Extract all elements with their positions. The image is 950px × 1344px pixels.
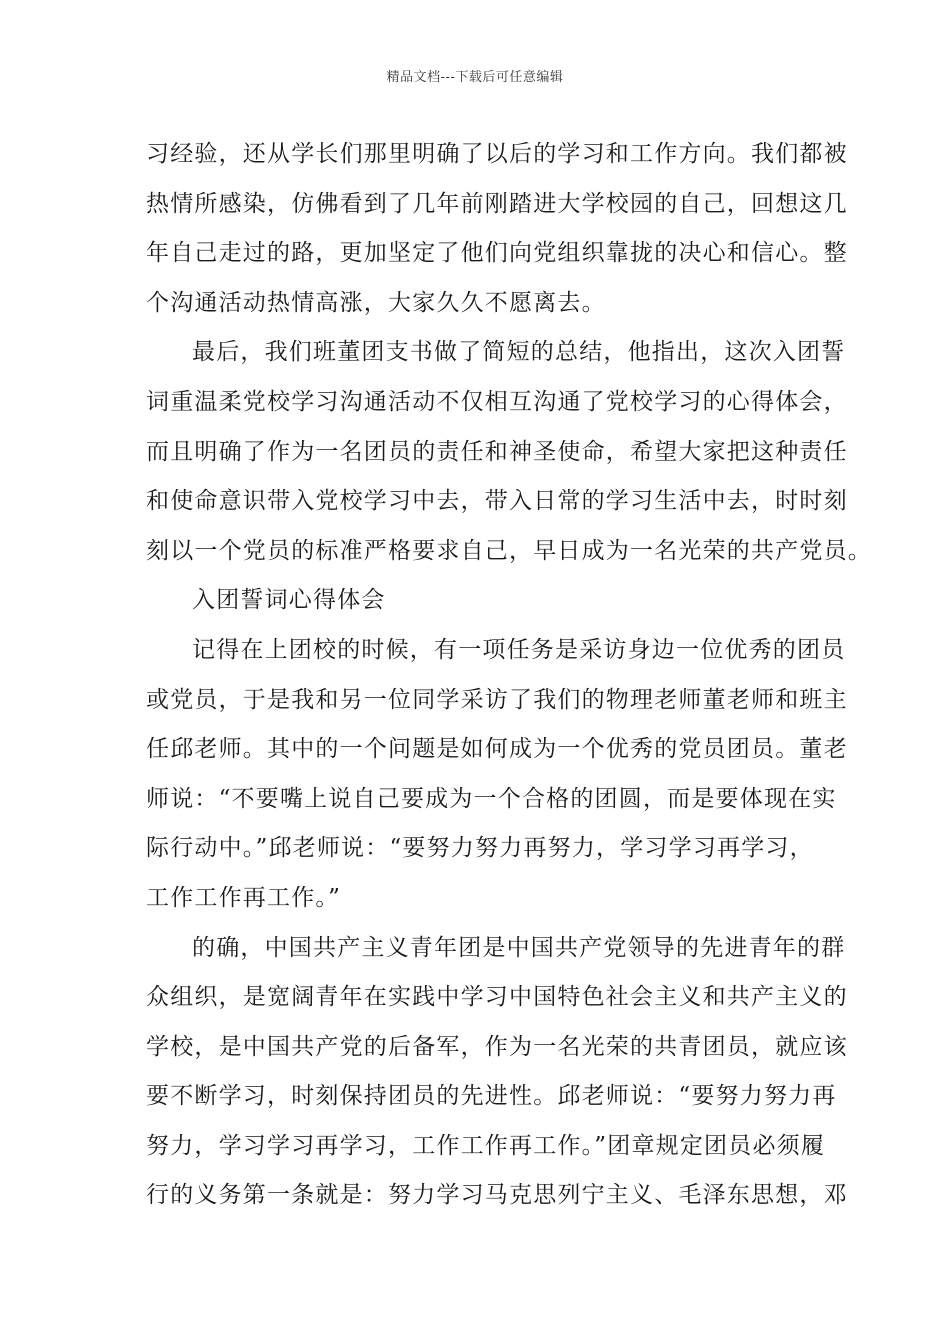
document-body [146, 130, 872, 1221]
text-line: 热情所感染，仿佛看到了几年前刚踏进大学校园的自己，回想这几 [146, 190, 848, 217]
text-line: 努力，学习学习再学习，工作工作再工作。”团章规定团员必须履 [146, 1132, 826, 1159]
text-line: 词重温柔党校学习沟通活动不仅相互沟通了党校学习的心得体会， [146, 388, 848, 415]
text-line: 最后，我们班董团支书做了简短的总结，他指出，这次入团誓 [192, 339, 846, 366]
text-line: 要不断学习，时刻保持团员的先进性。邱老师说：“要努力努力再 [146, 1083, 837, 1110]
text-line: 众组织，是宽阔青年在实践中学习中国特色社会主义和共产主义的 [146, 984, 848, 1011]
text-line: 入团誓词心得体会 [192, 587, 386, 614]
text-line: 年自己走过的路，更加坚定了他们向党组织靠拢的决心和信心。整 [146, 240, 848, 267]
text-line: 学校，是中国共产党的后备军，作为一名光荣的共青团员，就应该 [146, 1033, 848, 1060]
text-line: 工作工作再工作。” [146, 884, 342, 911]
text-line: 的确，中国共产主义青年团是中国共产党领导的先进青年的群 [192, 934, 846, 961]
text-line: 而且明确了作为一名团员的责任和神圣使命，希望大家把这种责任 [146, 438, 848, 465]
text-line: 任邱老师。其中的一个问题是如何成为一个优秀的党员团员。董老 [146, 736, 848, 763]
text-line: 行的义务第一条就是：努力学习马克思列宁主义、毛泽东思想，邓 [146, 1182, 848, 1209]
text-line: 记得在上团校的时候，有一项任务是采访身边一位优秀的团员 [192, 636, 846, 663]
text-line: 或党员，于是我和另一位同学采访了我们的物理老师董老师和班主 [146, 686, 848, 713]
text-line: 际行动中。”邱老师说：“要努力努力再努力，学习学习再学习， [146, 835, 814, 862]
page-header: 精品文档---下载后可任意编辑 [386, 70, 564, 85]
text-line: 和使命意识带入党校学习中去，带入日常的学习生活中去，时时刻 [146, 488, 848, 515]
text-line: 习经验，还从学长们那里明确了以后的学习和工作方向。我们都被 [146, 141, 848, 167]
text-line: 个沟通活动热情高涨，大家久久不愿离去。 [146, 289, 606, 316]
text-line: 师说：“不要嘴上说自己要成为一个合格的团圆，而是要体现在实 [146, 785, 837, 812]
text-line: 刻以一个党员的标准严格要求自己，早日成为一名光荣的共产党员。 [146, 537, 872, 564]
